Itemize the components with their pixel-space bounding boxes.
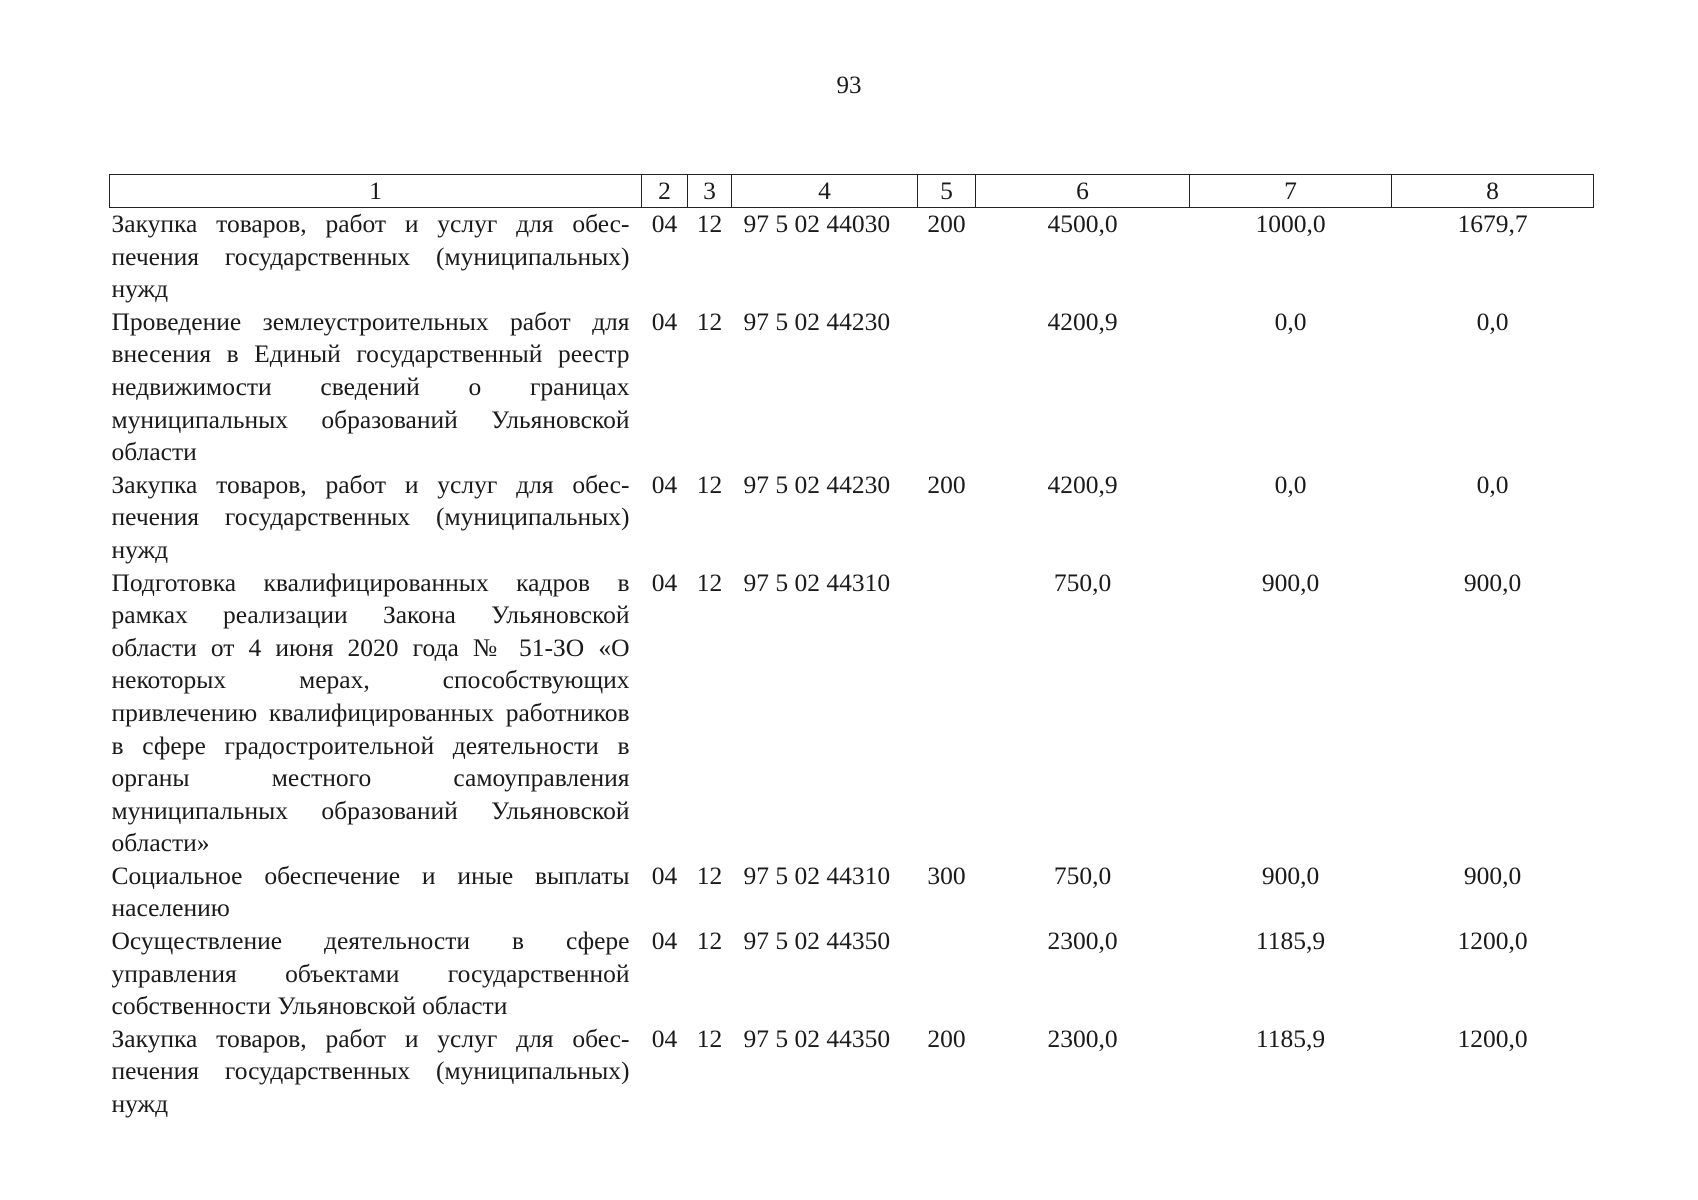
section-code-cell: 04 [651, 860, 678, 890]
amount-col7-cell: 1185,9 [1255, 926, 1326, 956]
target-article-cell: 97 5 02 44230 [743, 469, 891, 499]
amount-col8-cell: 1200,0 [1457, 926, 1528, 956]
table-row [110, 860, 1594, 925]
amount-col6-cell: 750,0 [1053, 567, 1112, 597]
page-number: 93 [836, 72, 862, 99]
target-article-cell: 97 5 02 44350 [743, 1023, 891, 1053]
table-row [110, 306, 1594, 469]
section-code-cell: 04 [651, 469, 678, 499]
amount-col8-cell: 900,0 [1463, 860, 1522, 890]
subsection-code-cell: 12 [696, 469, 723, 499]
column-header-5: 5 [918, 175, 976, 208]
table-row [110, 208, 1594, 306]
amount-col6-cell: 750,0 [1053, 860, 1112, 890]
section-code-cell: 04 [651, 926, 678, 956]
table-row [110, 567, 1594, 860]
expense-type-cell: 200 [927, 1023, 966, 1053]
expense-type-cell: 300 [927, 860, 966, 890]
row-name-cell: Закупка товаров, работ и услуг для обеспечения государственных (муниципальных) нужд [111, 1023, 630, 1119]
table-header-row [110, 175, 1594, 208]
column-header-4: 4 [732, 175, 918, 208]
amount-col6-cell: 2300,0 [1047, 926, 1118, 956]
row-name-cell: Закупка товаров, работ и услуг для обеспечения государственных (муниципальных) нужд [111, 469, 630, 564]
expense-type-cell [918, 925, 976, 1023]
target-article-cell: 97 5 02 44030 [743, 209, 891, 238]
subsection-code-cell: 12 [696, 209, 723, 238]
amount-col8-cell: 1200,0 [1457, 1023, 1528, 1053]
section-code-cell: 04 [651, 567, 678, 597]
amount-col8-cell: 0,0 [1476, 469, 1509, 499]
amount-col6-cell: 2300,0 [1047, 1023, 1118, 1053]
amount-col7-cell: 1000,0 [1255, 209, 1326, 238]
table-row [110, 469, 1594, 567]
table-row [110, 1023, 1594, 1121]
amount-col6-cell: 4200,9 [1047, 469, 1118, 499]
amount-col7-cell: 0,0 [1274, 469, 1307, 499]
subsection-code-cell: 12 [696, 1023, 723, 1053]
column-header-1: 1 [110, 175, 642, 208]
target-article-cell: 97 5 02 44230 [743, 306, 891, 336]
amount-col6-cell: 4200,9 [1047, 306, 1118, 336]
column-header-6: 6 [976, 175, 1190, 208]
table-row [110, 925, 1594, 1023]
subsection-code-cell: 12 [696, 567, 723, 597]
amount-col8-cell: 0,0 [1476, 306, 1509, 336]
subsection-code-cell: 12 [696, 926, 723, 956]
section-code-cell: 04 [651, 1023, 678, 1053]
amount-col7-cell: 900,0 [1261, 567, 1320, 597]
subsection-code-cell: 12 [696, 306, 723, 336]
table-body [110, 208, 1594, 1121]
column-header-3: 3 [688, 175, 732, 208]
column-header-2: 2 [642, 175, 688, 208]
section-code-cell: 04 [651, 209, 678, 238]
expense-type-cell [918, 567, 976, 860]
amount-col7-cell: 1185,9 [1255, 1023, 1326, 1053]
section-code-cell: 04 [651, 306, 678, 336]
target-article-cell: 97 5 02 44310 [743, 567, 891, 597]
amount-col8-cell: 1679,7 [1457, 209, 1528, 238]
expense-type-cell: 200 [927, 209, 966, 238]
row-name-cell: Осуществление деятельности в сфере управления объектами государственной собственности Ульяновской области [111, 926, 630, 1021]
amount-col8-cell: 900,0 [1463, 567, 1522, 597]
row-name-cell: Социальное обеспечение и иные выплаты населению [111, 860, 630, 923]
amount-col7-cell: 900,0 [1261, 860, 1320, 890]
column-header-8: 8 [1392, 175, 1594, 208]
amount-col6-cell: 4500,0 [1047, 209, 1118, 238]
target-article-cell: 97 5 02 44310 [743, 860, 891, 890]
subsection-code-cell: 12 [696, 860, 723, 890]
expense-type-cell: 200 [927, 469, 966, 499]
expense-type-cell [918, 306, 976, 469]
amount-col7-cell: 0,0 [1274, 306, 1307, 336]
row-name-cell: Проведение землеустроительных работ для внесения в Единый государственный реестр недвижимости сведений о границах муниципальных образований Ульяновской области [111, 306, 630, 467]
row-name-cell: Закупка товаров, работ и услуг для обеспечения государственных (муниципальных) нужд [111, 209, 630, 304]
budget-table [109, 174, 1594, 1121]
target-article-cell: 97 5 02 44350 [743, 926, 891, 956]
column-header-7: 7 [1190, 175, 1392, 208]
row-name-cell: Подготовка квалифицированных кадров в рамках реализации Закона Ульяновской области от 4 июня 2020 года № 51-ЗО «О некоторых мерах, способствующих привлечению квалифицированных работников в сфере градостроительной деятельности в органы местного самоуправления муниципальных образований Ульяновской области» [111, 567, 630, 858]
